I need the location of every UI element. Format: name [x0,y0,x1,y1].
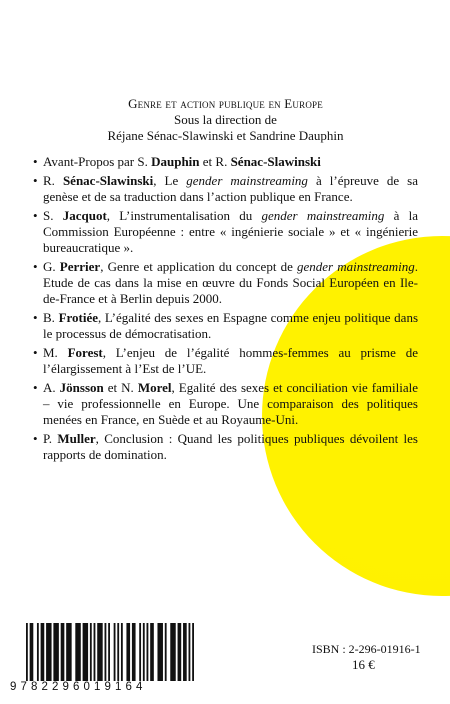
toc-entry [33,380,418,428]
entry-text: à l’épreuve de sa genèse et de sa traduction dans l’action publique en France. [43,173,418,204]
author-name: Sénac-Slawinski [230,154,321,169]
direction-label: Sous la direction de [174,112,277,127]
barcode-bar [90,623,92,681]
toc-entry [33,173,418,205]
author-name: Sénac-Slawinski [62,173,154,188]
barcode-bar [157,623,162,681]
toc-entry [33,154,418,170]
author-name: Dauphin [151,154,200,169]
entry-text: à la Commission Européenne : entre « ingénierie sociale » et « ingénierie bureaucratique ». [43,208,418,255]
barcode-bar [46,623,51,681]
barcode-bar [189,623,191,681]
entry-text: Avant-Propos par S. [43,154,152,169]
italic-term: gender mainstreaming [186,173,308,188]
entry-text: , L’égalité des sexes en Espagne comme enjeu politique dans le processus de démocratisation. [43,310,419,341]
entry-text: et N. [103,380,138,395]
barcode-bar [150,623,154,681]
bullet: • [33,345,38,360]
barcode-bar [121,623,123,681]
bullet: • [33,380,38,395]
author-name: Muller [57,431,96,446]
entry-text: , Egalité des sexes et conciliation vie familiale – vie professionnelle en Europe. Une comparaison des politiques menées en France, en Suède et au Royaume-Uni. [43,380,418,427]
isbn: ISBN : 2-296-01916-1 [312,642,421,656]
bullet: • [33,173,38,188]
toc-entry [33,431,418,463]
editors: Réjane Sénac-Slawinski et Sandrine Dauphin [107,128,344,143]
barcode-bar [61,623,65,681]
bullet: • [33,154,38,169]
book-title: Genre et action publique en Europe [128,96,323,111]
header [33,96,418,144]
toc-entry [33,345,418,377]
barcode-bar [26,623,28,681]
barcode-bar [30,623,32,681]
author-name: Jönsson [59,380,104,395]
italic-term: gender mainstreaming [297,259,415,274]
barcode-bar [139,623,141,681]
table-of-contents [33,154,418,463]
toc-entry [33,259,418,307]
barcode-bar [37,623,39,681]
barcode-bar [83,623,88,681]
bullet: • [33,208,38,223]
entry-text: R. [43,173,63,188]
entry-text: M. [43,345,68,360]
author-name: Forest [67,345,103,360]
toc-entry [33,208,418,256]
entry-text: A. [43,380,60,395]
entry-text: B. [43,310,59,325]
barcode-bar [192,623,194,681]
entry-text: P. [43,431,58,446]
barcode-bar [97,623,102,681]
barcode-bar [31,623,33,681]
barcode-bar [170,623,175,681]
bullet: • [33,259,38,274]
barcode-bar [178,623,182,681]
entry-text: et R. [199,154,231,169]
entry-text: , Genre et application du concept de [100,259,297,274]
entry-text: S. [43,208,63,223]
barcode-bar [108,623,110,681]
entry-text: G. [43,259,60,274]
barcode-bar [105,623,107,681]
barcode-bar [183,623,187,681]
entry-text: , L’enjeu de l’égalité hommes-femmes au prisme de l’élargissement à l’Est de l’UE. [43,345,418,376]
barcode-bar [147,623,149,681]
barcode-bar [114,623,116,681]
barcode-bar [132,623,136,681]
entry-text: , L’instrumentalisation du [106,208,262,223]
entry-text: , Le [153,173,187,188]
content-block [33,96,418,466]
barcode-digits: 9782296019164 [10,681,147,693]
barcode-bar [94,623,96,681]
italic-term: gender mainstreaming [261,208,385,223]
author-name: Perrier [59,259,101,274]
entry-text: , Conclusion : Quand les politiques publiques dévoilent les rapports de domination. [43,431,418,462]
author-name: Morel [137,380,172,395]
barcode-bar [41,623,45,681]
barcode-bar [143,623,145,681]
barcode-bar [126,623,130,681]
barcode-bar [75,623,80,681]
toc-entry [33,310,418,342]
barcode-bar [117,623,119,681]
author-name: Frotiée [58,310,99,325]
barcode-bar [165,623,167,681]
entry-text: . Etude de cas dans la mise en œuvre du Fonds Social Européen en Ile-de-France et à Berlin depuis 2000. [43,259,419,306]
price: 16 € [352,657,375,672]
author-name: Jacquot [62,208,107,223]
barcode-bar [66,623,71,681]
bullet: • [33,310,38,325]
barcode-bar [53,623,58,681]
barcode [26,623,194,681]
bullet: • [33,431,38,446]
